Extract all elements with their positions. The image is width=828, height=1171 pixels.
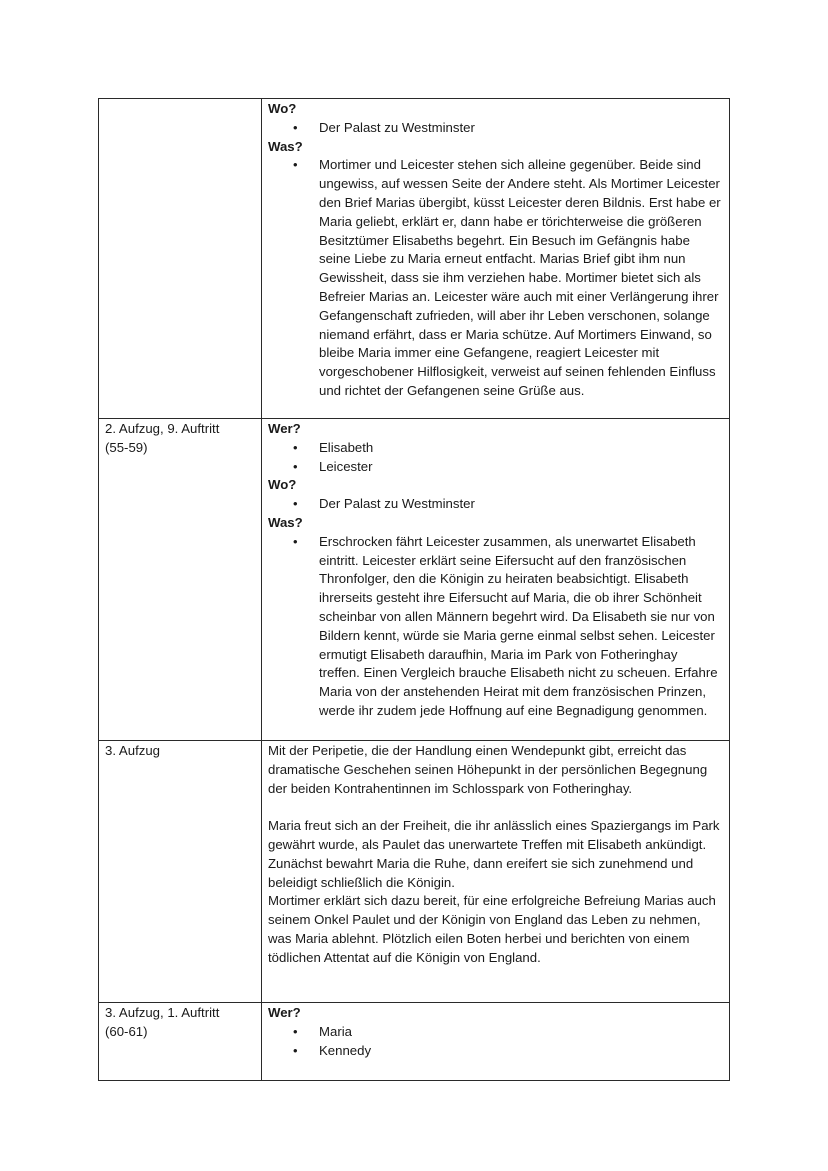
list-item: • Erschrocken fährt Leicester zusammen, als unerwartet Elisabeth eintritt. Leicester erklärt seine Eifersucht auf den französischen Thronfolger, den die Königin zu heiraten beabsichtigt. Elisabeth ihrerseits gesteht ihre Eifersucht auf Maria, die ob ihrer Schönheit scheinbar von allen Männern begehrt wird. Da Elisabeth sie nur von Bildern kennt, würde sie Maria gerne einmal selbst sehen. Leicester ermutigt Elisabeth daraufhin, Maria im Park von Fotheringhay treffen. Einen Vergleich brauche Elisabeth nicht zu scheuen. Erfahre Maria von der anstehenden Heirat mit dem französischen Prinzen, werde ihr zudem jede Hoffnung auf eine Begnadigung genommen. <box>268 533 721 721</box>
scene-cell <box>99 419 262 741</box>
content-cell <box>262 1003 730 1081</box>
who-list <box>268 439 721 477</box>
list-item: • Leicester <box>268 458 721 477</box>
table-row <box>99 99 730 419</box>
who-list <box>268 1023 721 1061</box>
paragraph-gap <box>268 798 721 817</box>
scene-label: 3. Aufzug <box>105 743 160 758</box>
content-cell <box>262 99 730 419</box>
content-cell <box>262 419 730 741</box>
scene-cell <box>99 741 262 1003</box>
scene-label: 3. Aufzug, 1. Auftritt <box>105 1005 220 1020</box>
where-list <box>268 119 721 138</box>
what-heading: Was? <box>268 514 303 530</box>
list-item: • Maria <box>268 1023 721 1042</box>
list-item: • Kennedy <box>268 1042 721 1061</box>
list-item: • Der Palast zu Westminster <box>268 495 721 514</box>
table-row <box>99 1003 730 1081</box>
scene-cell <box>99 1003 262 1081</box>
where-list <box>268 495 721 514</box>
what-list <box>268 533 721 721</box>
scene-label: 2. Aufzug, 9. Auftritt <box>105 421 220 436</box>
list-item: • Der Palast zu Westminster <box>268 119 721 138</box>
summary-paragraph: Mit der Peripetie, die der Handlung einen Wendepunkt gibt, erreicht das dramatische Geschehen seinen Höhepunkt in der persönlichen Begegnung der beiden Kontrahentinnen im Schlosspark von Fotheringhay. <box>268 743 708 796</box>
what-list <box>268 156 721 400</box>
where-heading: Wo? <box>268 101 297 116</box>
table-row <box>99 419 730 741</box>
summary-paragraph: Maria freut sich an der Freiheit, die ihr anlässlich eines Spaziergangs im Park gewährt wurde, als Paulet das unerwartete Treffen mit Elisabeth ankündigt. Zunächst bewahrt Maria die Ruhe, dann ereifert sie sich zunehmend und beleidigt schließlich die Königin. <box>268 818 720 890</box>
list-item: • Elisabeth <box>268 439 721 458</box>
summary-paragraph: Mortimer erklärt sich dazu bereit, für eine erfolgreiche Befreiung Marias auch seinem Onkel Paulet und der Königin von England das Leben zu nehmen, was Maria ablehnt. Plötzlich eilen Boten herbei und berichten von einem tödlichen Attentat auf die Königin von England. <box>268 893 716 965</box>
who-heading: Wer? <box>268 421 301 436</box>
scene-cell <box>99 99 262 419</box>
list-item: • Mortimer und Leicester stehen sich alleine gegenüber. Beide sind ungewiss, auf wessen Seite der Andere steht. Als Mortimer Leicester den Brief Marias übergibt, küsst Leicester deren Bildnis. Erst habe er Maria geliebt, erklärt er, dann habe er törichterweise die größeren Besitztümer Elisabeths begehrt. Ein Besuch im Gefängnis habe seine Liebe zu Maria erneut entfacht. Marias Brief gibt ihm nun Gewissheit, dass sie ihm verziehen habe. Mortimer bietet sich als Befreier Marias an. Leicester wäre auch mit einer Verlängerung ihrer Gefangenschaft zufrieden, will aber ihr Leben verschonen, solange niemand erfährt, dass er Maria schütze. Auf Mortimers Einwand, so bleibe Maria immer eine Gefangene, reagiert Leicester mit vorgeschobener Hilflosigkeit, verweist auf seinen fehlenden Einfluss und richtet der Gefangenen seine Grüße aus. <box>268 156 721 400</box>
table-row <box>99 741 730 1003</box>
scene-range: (55-59) <box>105 439 148 455</box>
content-cell <box>262 741 730 1003</box>
who-heading: Wer? <box>268 1005 301 1020</box>
what-heading: Was? <box>268 138 303 154</box>
scene-range: (60-61) <box>105 1023 148 1039</box>
where-heading: Wo? <box>268 477 297 493</box>
scene-summary-table <box>98 98 730 1081</box>
